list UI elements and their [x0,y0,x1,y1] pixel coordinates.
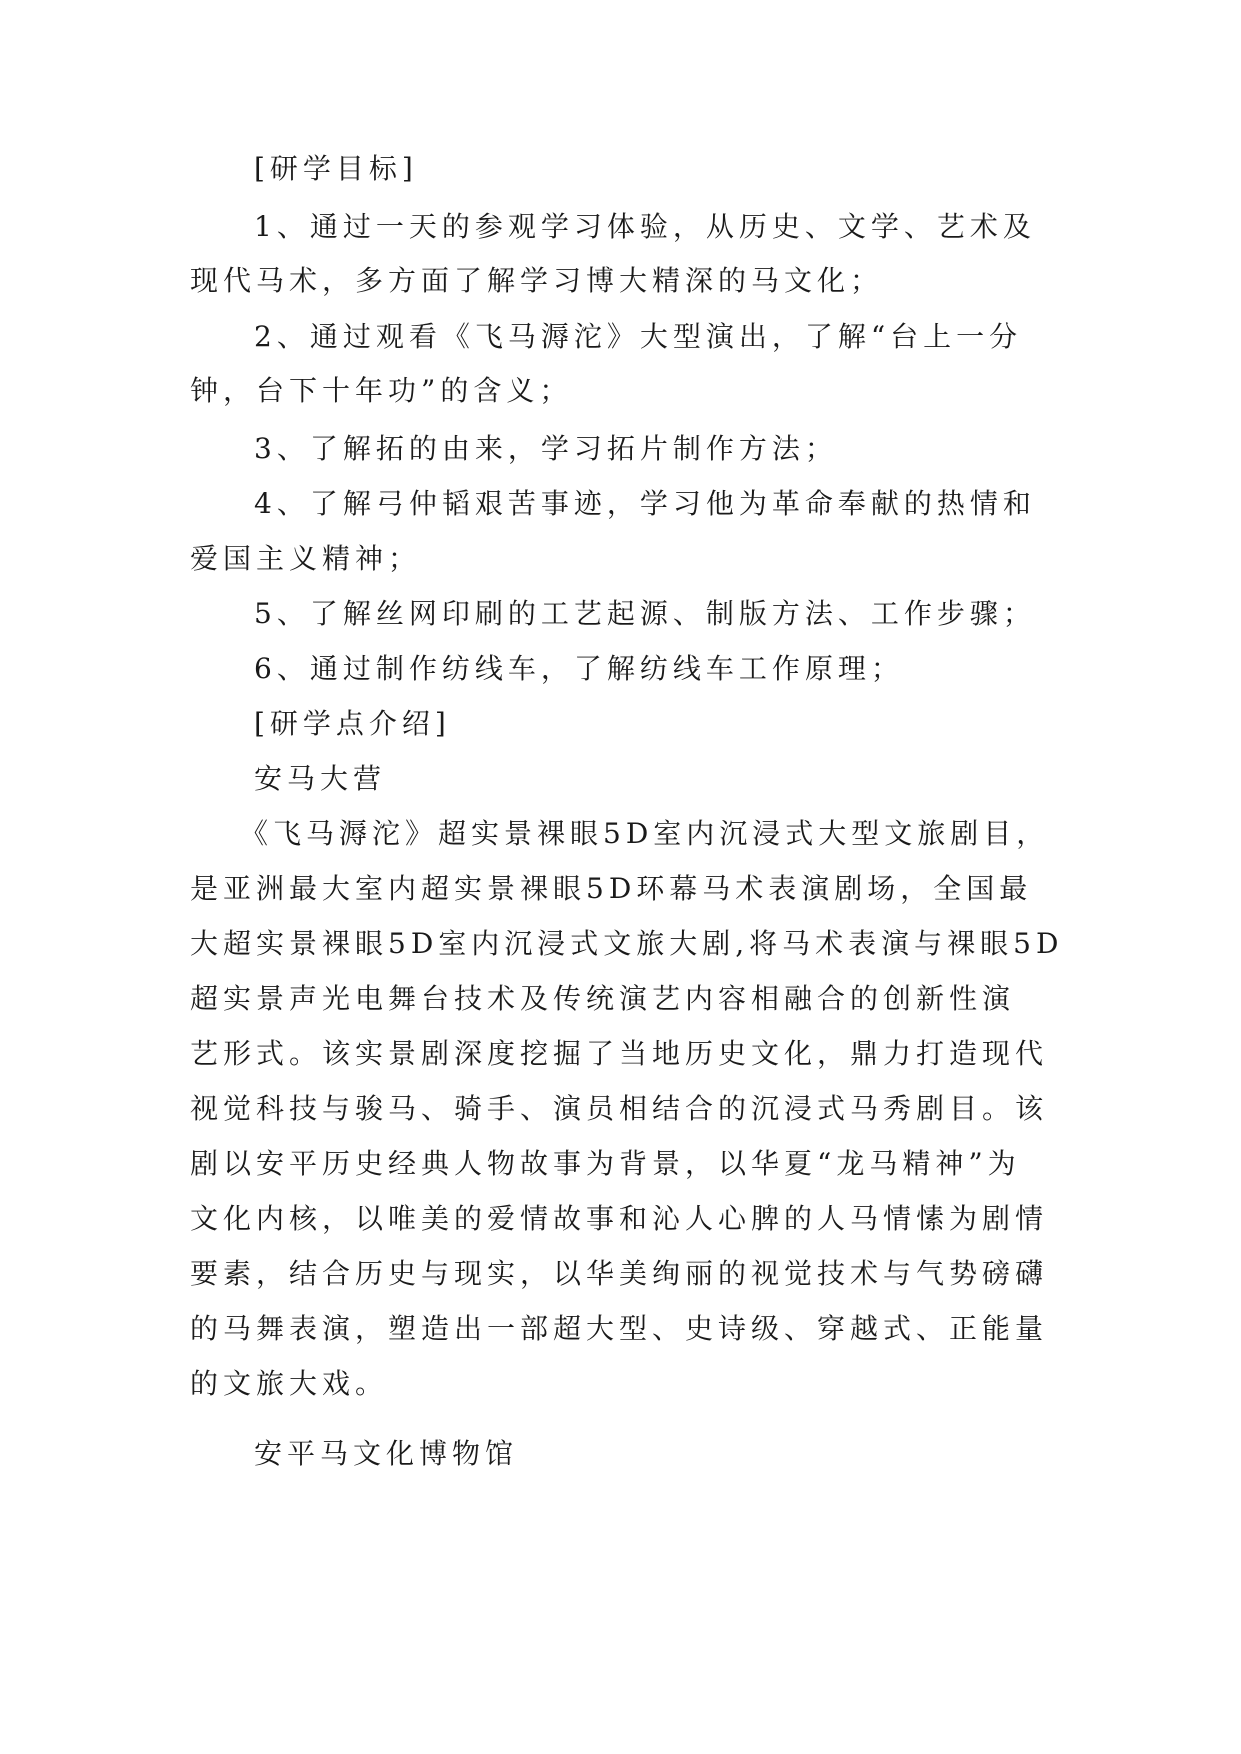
paragraph-line: 剧以安平历史经典人物故事为背景，以华夏“龙马精神”为 [190,1147,1021,1180]
goal-2-line-2: 钟，台下十年功”的含义； [190,374,573,407]
site-title-museum: 安平马文化博物馆 [254,1437,519,1470]
goal-1-line-2: 现代马术，多方面了解学习博大精深的马文化； [190,264,884,297]
paragraph-line: 的文旅大戏。 [190,1367,389,1400]
paragraph-line: 是亚洲最大室内超实景裸眼5D环幕马术表演剧场，全国最 [190,872,1033,905]
goal-6: 6、通过制作纺线车，了解纺线车工作原理； [254,652,904,685]
paragraph-line: 的马舞表演，塑造出一部超大型、史诗级、穿越式、正能量 [190,1312,1049,1345]
goal-4-line-2: 爱国主义精神； [190,542,422,575]
site-title-anma-camp: 安马大营 [254,762,387,795]
paragraph-line: 文化内核，以唯美的爱情故事和沁人心脾的人马情愫为剧情 [190,1202,1049,1235]
paragraph-line: 《飞马溽沱》超实景裸眼5D室内沉浸式大型文旅剧目， [240,817,1050,850]
goal-1-line-1: 1、通过一天的参观学习体验，从历史、文学、艺术及 [254,210,1036,243]
goal-5: 5、了解丝网印刷的工艺起源、制版方法、工作步骤； [254,597,1036,630]
paragraph-line: 艺形式。该实景剧深度挖掘了当地历史文化，鼎力打造现代 [190,1037,1049,1070]
goal-3: 3、了解拓的由来，学习拓片制作方法； [254,432,838,465]
section-heading-goals: [研学目标] [254,152,418,185]
paragraph-line: 超实景声光电舞台技术及传统演艺内容相融合的创新性演 [190,982,1016,1015]
paragraph-line: 视觉科技与骏马、骑手、演员相结合的沉浸式马秀剧目。该 [190,1092,1049,1125]
goal-4-line-1: 4、了解弓仲韬艰苦事迹，学习他为革命奉献的热情和 [254,487,1036,520]
section-heading-sites: [研学点介绍] [254,707,451,740]
goal-2-line-1: 2、通过观看《飞马溽沱》大型演出，了解“台上一分 [254,320,1023,353]
paragraph-line: 大超实景裸眼5D室内沉浸式文旅大剧,将马术表演与裸眼5D [190,927,1064,960]
paragraph-line: 要素，结合历史与现实，以华美绚丽的视觉技术与气势磅礴 [190,1257,1049,1290]
